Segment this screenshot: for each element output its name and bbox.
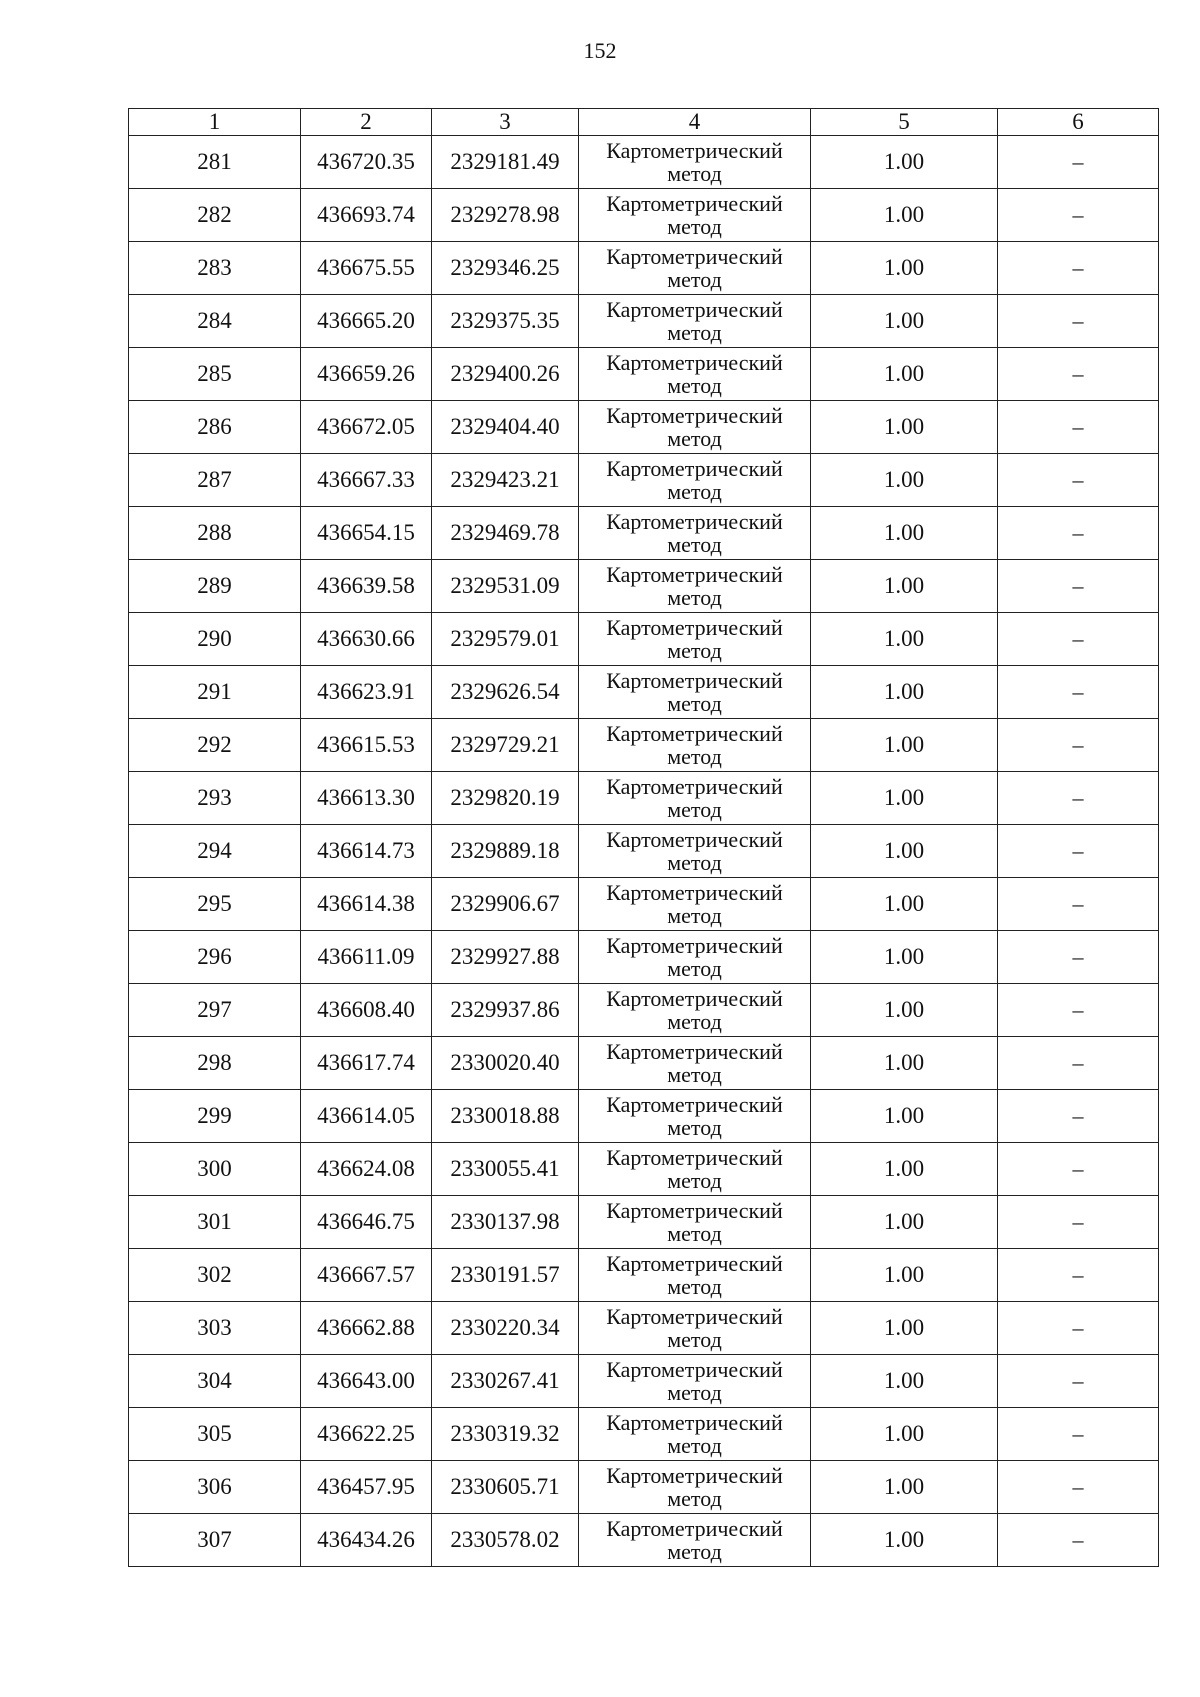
method-line-1: Картометрический [606,615,783,640]
point-number-cell: 284 [129,295,301,348]
coordinate-y-cell: 2329889.18 [432,825,579,878]
accuracy-cell: 1.00 [811,401,998,454]
table-row [129,772,1159,825]
note-cell: – [998,878,1159,931]
point-number-cell: 285 [129,348,301,401]
method-line-2: метод [667,532,722,557]
method-line-2: метод [667,320,722,345]
method-cell [579,1196,811,1249]
coordinate-x-cell: 436623.91 [301,666,432,719]
method-line-2: метод [667,1168,722,1193]
method-cell [579,984,811,1037]
method-line-1: Картометрический [606,1304,783,1329]
accuracy-cell: 1.00 [811,1196,998,1249]
note-cell: – [998,1302,1159,1355]
coordinate-x-cell: 436617.74 [301,1037,432,1090]
header-cell-2: 2 [301,109,432,136]
accuracy-cell: 1.00 [811,1090,998,1143]
method-line-1: Картометрический [606,1145,783,1170]
table-row [129,454,1159,507]
table-row [129,295,1159,348]
note-cell: – [998,136,1159,189]
coordinate-x-cell: 436630.66 [301,613,432,666]
accuracy-cell: 1.00 [811,931,998,984]
table-row [129,1355,1159,1408]
table-row [129,931,1159,984]
coordinate-x-cell: 436611.09 [301,931,432,984]
method-line-2: метод [667,426,722,451]
method-cell [579,242,811,295]
note-cell: – [998,242,1159,295]
note-cell: – [998,1514,1159,1567]
note-cell: – [998,666,1159,719]
coordinate-y-cell: 2329927.88 [432,931,579,984]
coordinate-y-cell: 2330055.41 [432,1143,579,1196]
note-cell: – [998,1355,1159,1408]
coordinate-x-cell: 436613.30 [301,772,432,825]
accuracy-cell: 1.00 [811,1461,998,1514]
method-cell [579,878,811,931]
coordinate-x-cell: 436624.08 [301,1143,432,1196]
accuracy-cell: 1.00 [811,666,998,719]
method-line-2: метод [667,1062,722,1087]
coordinate-y-cell: 2329400.26 [432,348,579,401]
point-number-cell: 296 [129,931,301,984]
note-cell: – [998,348,1159,401]
accuracy-cell: 1.00 [811,1408,998,1461]
accuracy-cell: 1.00 [811,560,998,613]
coordinate-x-cell: 436614.73 [301,825,432,878]
point-number-cell: 301 [129,1196,301,1249]
method-cell [579,1302,811,1355]
coordinate-y-cell: 2329469.78 [432,507,579,560]
point-number-cell: 292 [129,719,301,772]
table-row [129,189,1159,242]
method-line-1: Картометрический [606,721,783,746]
table-row [129,1249,1159,1302]
method-cell [579,1408,811,1461]
point-number-cell: 281 [129,136,301,189]
coordinate-x-cell: 436615.53 [301,719,432,772]
method-line-2: метод [667,1327,722,1352]
table-row [129,613,1159,666]
note-cell: – [998,984,1159,1037]
coordinate-x-cell: 436675.55 [301,242,432,295]
method-line-2: метод [667,1433,722,1458]
method-line-1: Картометрический [606,191,783,216]
header-cell-3: 3 [432,109,579,136]
table-row [129,1196,1159,1249]
note-cell: – [998,1143,1159,1196]
method-cell [579,1514,811,1567]
coordinate-x-cell: 436643.00 [301,1355,432,1408]
table-row [129,719,1159,772]
header-row [129,109,1159,136]
method-line-1: Картометрический [606,350,783,375]
coordinate-x-cell: 436659.26 [301,348,432,401]
table-row [129,825,1159,878]
table-row [129,1143,1159,1196]
accuracy-cell: 1.00 [811,1249,998,1302]
coordinate-x-cell: 436720.35 [301,136,432,189]
coordinate-x-cell: 436614.38 [301,878,432,931]
point-number-cell: 282 [129,189,301,242]
note-cell: – [998,825,1159,878]
point-number-cell: 307 [129,1514,301,1567]
coordinate-y-cell: 2329531.09 [432,560,579,613]
table-row [129,1090,1159,1143]
point-number-cell: 286 [129,401,301,454]
coordinate-x-cell: 436457.95 [301,1461,432,1514]
method-line-1: Картометрический [606,297,783,322]
method-line-1: Картометрический [606,509,783,534]
table-row [129,242,1159,295]
coordinate-y-cell: 2330020.40 [432,1037,579,1090]
accuracy-cell: 1.00 [811,454,998,507]
point-number-cell: 304 [129,1355,301,1408]
method-line-2: метод [667,744,722,769]
point-number-cell: 291 [129,666,301,719]
coordinate-x-cell: 436646.75 [301,1196,432,1249]
note-cell: – [998,772,1159,825]
note-cell: – [998,719,1159,772]
method-line-1: Картометрический [606,1039,783,1064]
table-row [129,1461,1159,1514]
table-row [129,136,1159,189]
note-cell: – [998,613,1159,666]
method-cell [579,507,811,560]
coordinate-y-cell: 2329346.25 [432,242,579,295]
accuracy-cell: 1.00 [811,242,998,295]
method-line-2: метод [667,373,722,398]
method-line-1: Картометрический [606,138,783,163]
method-line-1: Картометрический [606,880,783,905]
header-cell-5: 5 [811,109,998,136]
method-line-2: метод [667,161,722,186]
point-number-cell: 298 [129,1037,301,1090]
note-cell: – [998,1037,1159,1090]
coordinate-x-cell: 436654.15 [301,507,432,560]
method-line-2: метод [667,638,722,663]
method-cell [579,772,811,825]
table-row [129,401,1159,454]
coordinate-x-cell: 436434.26 [301,1514,432,1567]
coordinate-y-cell: 2329278.98 [432,189,579,242]
accuracy-cell: 1.00 [811,295,998,348]
coordinate-x-cell: 436639.58 [301,560,432,613]
header-cell-6: 6 [998,109,1159,136]
coordinates-table [128,108,1159,1567]
accuracy-cell: 1.00 [811,1143,998,1196]
point-number-cell: 297 [129,984,301,1037]
point-number-cell: 287 [129,454,301,507]
method-line-1: Картометрический [606,668,783,693]
point-number-cell: 305 [129,1408,301,1461]
header-cell-1: 1 [129,109,301,136]
method-line-1: Картометрический [606,562,783,587]
coordinate-x-cell: 436665.20 [301,295,432,348]
table-row [129,560,1159,613]
table-row [129,507,1159,560]
accuracy-cell: 1.00 [811,613,998,666]
method-line-2: метод [667,1115,722,1140]
method-line-2: метод [667,267,722,292]
coordinate-y-cell: 2329906.67 [432,878,579,931]
method-line-1: Картометрический [606,1092,783,1117]
accuracy-cell: 1.00 [811,1302,998,1355]
coordinate-y-cell: 2329181.49 [432,136,579,189]
method-line-1: Картометрический [606,933,783,958]
method-cell [579,719,811,772]
coordinate-y-cell: 2330605.71 [432,1461,579,1514]
table-row [129,878,1159,931]
method-cell [579,560,811,613]
coordinate-y-cell: 2330018.88 [432,1090,579,1143]
method-line-2: метод [667,1274,722,1299]
accuracy-cell: 1.00 [811,878,998,931]
method-cell [579,136,811,189]
coordinate-y-cell: 2330137.98 [432,1196,579,1249]
accuracy-cell: 1.00 [811,507,998,560]
point-number-cell: 294 [129,825,301,878]
coordinate-x-cell: 436672.05 [301,401,432,454]
method-cell [579,1461,811,1514]
method-line-2: метод [667,1380,722,1405]
point-number-cell: 288 [129,507,301,560]
note-cell: – [998,1196,1159,1249]
coordinate-y-cell: 2330578.02 [432,1514,579,1567]
method-cell [579,1037,811,1090]
coordinate-x-cell: 436608.40 [301,984,432,1037]
method-cell [579,1249,811,1302]
method-line-1: Картометрический [606,403,783,428]
coordinate-y-cell: 2329626.54 [432,666,579,719]
point-number-cell: 283 [129,242,301,295]
accuracy-cell: 1.00 [811,772,998,825]
point-number-cell: 289 [129,560,301,613]
method-line-1: Картометрический [606,1463,783,1488]
method-line-2: метод [667,956,722,981]
method-cell [579,189,811,242]
table-body [129,136,1159,1567]
method-line-1: Картометрический [606,1357,783,1382]
method-line-2: метод [667,1009,722,1034]
method-line-2: метод [667,214,722,239]
coordinate-y-cell: 2330220.34 [432,1302,579,1355]
method-line-2: метод [667,797,722,822]
coordinate-y-cell: 2329404.40 [432,401,579,454]
point-number-cell: 302 [129,1249,301,1302]
coordinate-x-cell: 436622.25 [301,1408,432,1461]
table-row [129,1302,1159,1355]
method-cell [579,931,811,984]
note-cell: – [998,507,1159,560]
header-cell-4: 4 [579,109,811,136]
method-line-1: Картометрический [606,1198,783,1223]
table-row [129,1514,1159,1567]
accuracy-cell: 1.00 [811,1355,998,1408]
coordinate-y-cell: 2329579.01 [432,613,579,666]
coordinate-y-cell: 2330319.32 [432,1408,579,1461]
accuracy-cell: 1.00 [811,136,998,189]
table-row [129,666,1159,719]
note-cell: – [998,560,1159,613]
note-cell: – [998,295,1159,348]
note-cell: – [998,931,1159,984]
page-number: 152 [583,38,617,63]
method-cell [579,401,811,454]
method-line-2: метод [667,585,722,610]
note-cell: – [998,1249,1159,1302]
method-line-1: Картометрический [606,456,783,481]
table-header [129,109,1159,136]
method-line-1: Картометрический [606,1410,783,1435]
note-cell: – [998,1408,1159,1461]
method-line-1: Картометрический [606,1516,783,1541]
method-cell [579,666,811,719]
point-number-cell: 306 [129,1461,301,1514]
point-number-cell: 293 [129,772,301,825]
table-row [129,348,1159,401]
point-number-cell: 303 [129,1302,301,1355]
coordinate-x-cell: 436662.88 [301,1302,432,1355]
coordinate-x-cell: 436693.74 [301,189,432,242]
coordinate-y-cell: 2330191.57 [432,1249,579,1302]
accuracy-cell: 1.00 [811,1514,998,1567]
coordinate-y-cell: 2329937.86 [432,984,579,1037]
method-line-2: метод [667,479,722,504]
method-line-2: метод [667,1221,722,1246]
method-line-1: Картометрический [606,827,783,852]
method-cell [579,613,811,666]
accuracy-cell: 1.00 [811,189,998,242]
note-cell: – [998,454,1159,507]
method-line-2: метод [667,1539,722,1564]
coordinate-y-cell: 2329820.19 [432,772,579,825]
method-cell [579,454,811,507]
method-cell [579,1090,811,1143]
method-line-2: метод [667,903,722,928]
note-cell: – [998,189,1159,242]
method-line-2: метод [667,691,722,716]
method-line-1: Картометрический [606,986,783,1011]
coordinate-y-cell: 2329375.35 [432,295,579,348]
coordinate-x-cell: 436667.33 [301,454,432,507]
accuracy-cell: 1.00 [811,348,998,401]
method-cell [579,1355,811,1408]
coordinate-x-cell: 436667.57 [301,1249,432,1302]
point-number-cell: 290 [129,613,301,666]
table-row [129,984,1159,1037]
point-number-cell: 300 [129,1143,301,1196]
accuracy-cell: 1.00 [811,825,998,878]
method-cell [579,348,811,401]
note-cell: – [998,1461,1159,1514]
accuracy-cell: 1.00 [811,984,998,1037]
method-line-1: Картометрический [606,774,783,799]
table-row [129,1037,1159,1090]
method-cell [579,295,811,348]
method-line-2: метод [667,850,722,875]
accuracy-cell: 1.00 [811,719,998,772]
method-line-2: метод [667,1486,722,1511]
coordinate-y-cell: 2330267.41 [432,1355,579,1408]
point-number-cell: 299 [129,1090,301,1143]
method-cell [579,1143,811,1196]
method-line-1: Картометрический [606,1251,783,1276]
point-number-cell: 295 [129,878,301,931]
note-cell: – [998,1090,1159,1143]
coordinate-y-cell: 2329423.21 [432,454,579,507]
method-cell [579,825,811,878]
coordinate-x-cell: 436614.05 [301,1090,432,1143]
accuracy-cell: 1.00 [811,1037,998,1090]
coordinate-y-cell: 2329729.21 [432,719,579,772]
note-cell: – [998,401,1159,454]
table-row [129,1408,1159,1461]
method-line-1: Картометрический [606,244,783,269]
